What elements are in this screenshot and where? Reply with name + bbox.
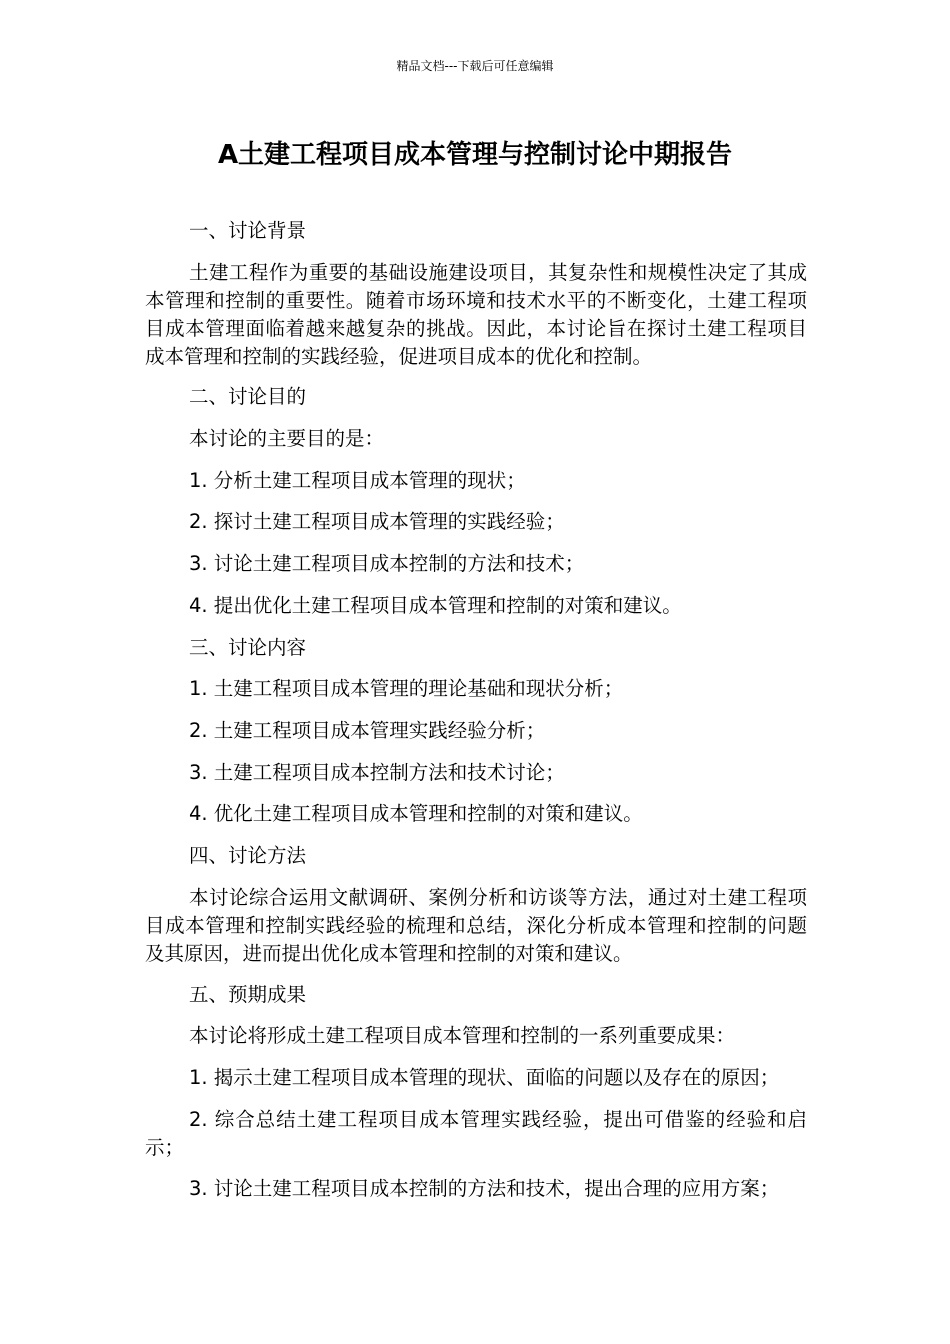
- document-title: A土建工程项目成本管理与控制讨论中期报告: [217, 140, 733, 170]
- purpose-item: 1. 分析土建工程项目成本管理的现状；: [189, 469, 526, 492]
- background-paragraph: 土建工程作为重要的基础设施建设项目，其复杂性和规模性决定了其成本管理和控制的重要性。随着市场环境和技术水平的不断变化，土建工程项目成本管理面临着越来越复杂的挑战。因此，本讨论旨在探讨土建工程项目成本管理和控制的实践经验，促进项目成本的优化和控制。: [145, 261, 807, 368]
- method-paragraph: 本讨论综合运用文献调研、案例分析和访谈等方法，通过对土建工程项目成本管理和控制实践经验的梳理和总结，深化分析成本管理和控制的问题及其原因，进而提出优化成本管理和控制的对策和建议。: [145, 886, 807, 965]
- purpose-item: 4. 提出优化土建工程项目成本管理和控制的对策和建议。: [189, 594, 682, 617]
- outcomes-item: 2. 综合总结土建工程项目成本管理实践经验，提出可借鉴的经验和启示；: [145, 1108, 807, 1159]
- section-heading-purpose: 二、讨论目的: [189, 385, 307, 408]
- purpose-intro: 本讨论的主要目的是：: [189, 427, 385, 450]
- purpose-item: 3. 讨论土建工程项目成本控制的方法和技术；: [189, 552, 585, 575]
- section-heading-content: 三、讨论内容: [189, 636, 307, 659]
- content-item: 2. 土建工程项目成本管理实践经验分析；: [189, 719, 546, 742]
- section-heading-background: 一、讨论背景: [189, 219, 307, 242]
- content-item: 4. 优化土建工程项目成本管理和控制的对策和建议。: [189, 802, 643, 825]
- purpose-item: 2. 探讨土建工程项目成本管理的实践经验；: [189, 510, 565, 533]
- outcomes-item: 1. 揭示土建工程项目成本管理的现状、面临的问题以及存在的原因；: [189, 1066, 780, 1089]
- outcomes-intro: 本讨论将形成土建工程项目成本管理和控制的一系列重要成果：: [189, 1024, 736, 1047]
- content-item: 1. 土建工程项目成本管理的理论基础和现状分析；: [189, 677, 624, 700]
- content-item: 3. 土建工程项目成本控制方法和技术讨论；: [189, 761, 565, 784]
- section-heading-outcomes: 五、预期成果: [189, 983, 307, 1006]
- header-note: 精品文档---下载后可任意编辑: [396, 59, 554, 73]
- section-heading-method: 四、讨论方法: [189, 844, 307, 867]
- outcomes-item: 3. 讨论土建工程项目成本控制的方法和技术，提出合理的应用方案；: [189, 1177, 780, 1200]
